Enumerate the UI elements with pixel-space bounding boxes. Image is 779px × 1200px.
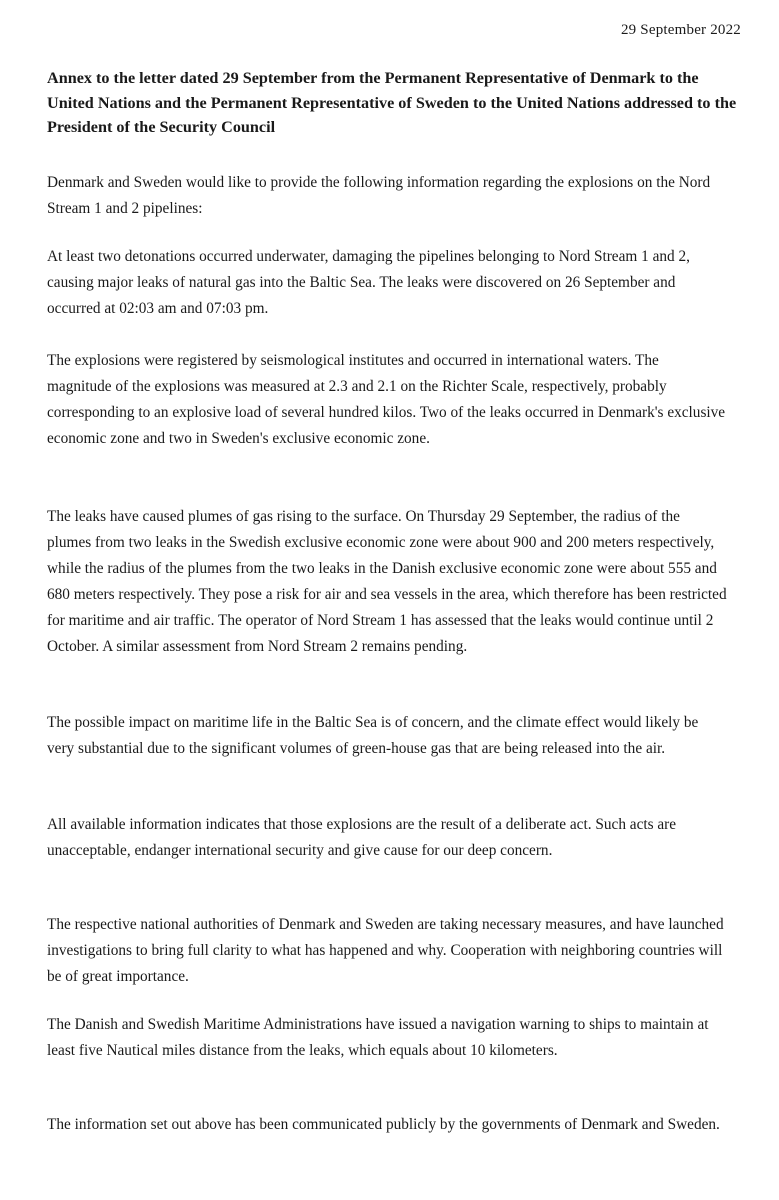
paragraph-intro: Denmark and Sweden would like to provide the following information regarding the explosions on the Nord Stream 1 and 2 pipelines: [47, 174, 711, 217]
document-date: 29 September 2022 [620, 22, 741, 38]
paragraph-impact: The possible impact on maritime life in the Baltic Sea is of concern, and the climate effect would likely be very substantial due to the significant volumes of green-house gas that are being released into the air. [47, 714, 699, 757]
paragraph-navigation-warning: The Danish and Swedish Maritime Administrations have issued a navigation warning to ships to maintain at least five Nautical miles distance from the leaks, which equals about 10 kilometers. [47, 1016, 709, 1059]
paragraph-seismology: The explosions were registered by seismological institutes and occurred in international waters. The magnitude of the explosions was measured at 2.3 and 2.1 on the Richter Scale, respectively, probably corresponding to an explosive load of several hundred kilos. Two of the leaks occurred in Denmark's exclusive economic zone and two in Sweden's exclusive economic zone. [47, 352, 726, 447]
paragraph-deliberate-act: All available information indicates that those explosions are the result of a deliberate act. Such acts are unacceptable, endanger international security and give cause for our deep concern. [47, 816, 677, 859]
paragraph-detonations: At least two detonations occurred underwater, damaging the pipelines belonging to Nord Stream 1 and 2, causing major leaks of natural gas into the Baltic Sea. The leaks were discovered on 26 September and occurred at 02:03 am and 07:03 pm. [47, 248, 690, 317]
paragraph-communicated: The information set out above has been communicated publicly by the governments of Denmark and Sweden. [47, 1116, 720, 1133]
document-title: Annex to the letter dated 29 September from the Permanent Representative of Denmark to the United Nations and the Permanent Representative of Sweden to the United Nations addressed to the President of the Security Council [47, 69, 737, 136]
paragraph-plumes: The leaks have caused plumes of gas rising to the surface. On Thursday 29 September, the radius of the plumes from two leaks in the Swedish exclusive economic zone were about 900 and 200 meters respectively, while the radius of the plumes from the two leaks in the Danish exclusive economic zone were about 555 and 680 meters respectively. They pose a risk for air and sea vessels in the area, which therefore has been restricted for maritime and air traffic. The operator of Nord Stream 1 has assessed that the leaks would continue until 2 October. A similar assessment from Nord Stream 2 remains pending. [47, 508, 727, 655]
paragraph-investigations: The respective national authorities of Denmark and Sweden are taking necessary measures, and have launched investigations to bring full clarity to what has happened and why. Cooperation with neighboring countries will be of great importance. [47, 916, 724, 985]
